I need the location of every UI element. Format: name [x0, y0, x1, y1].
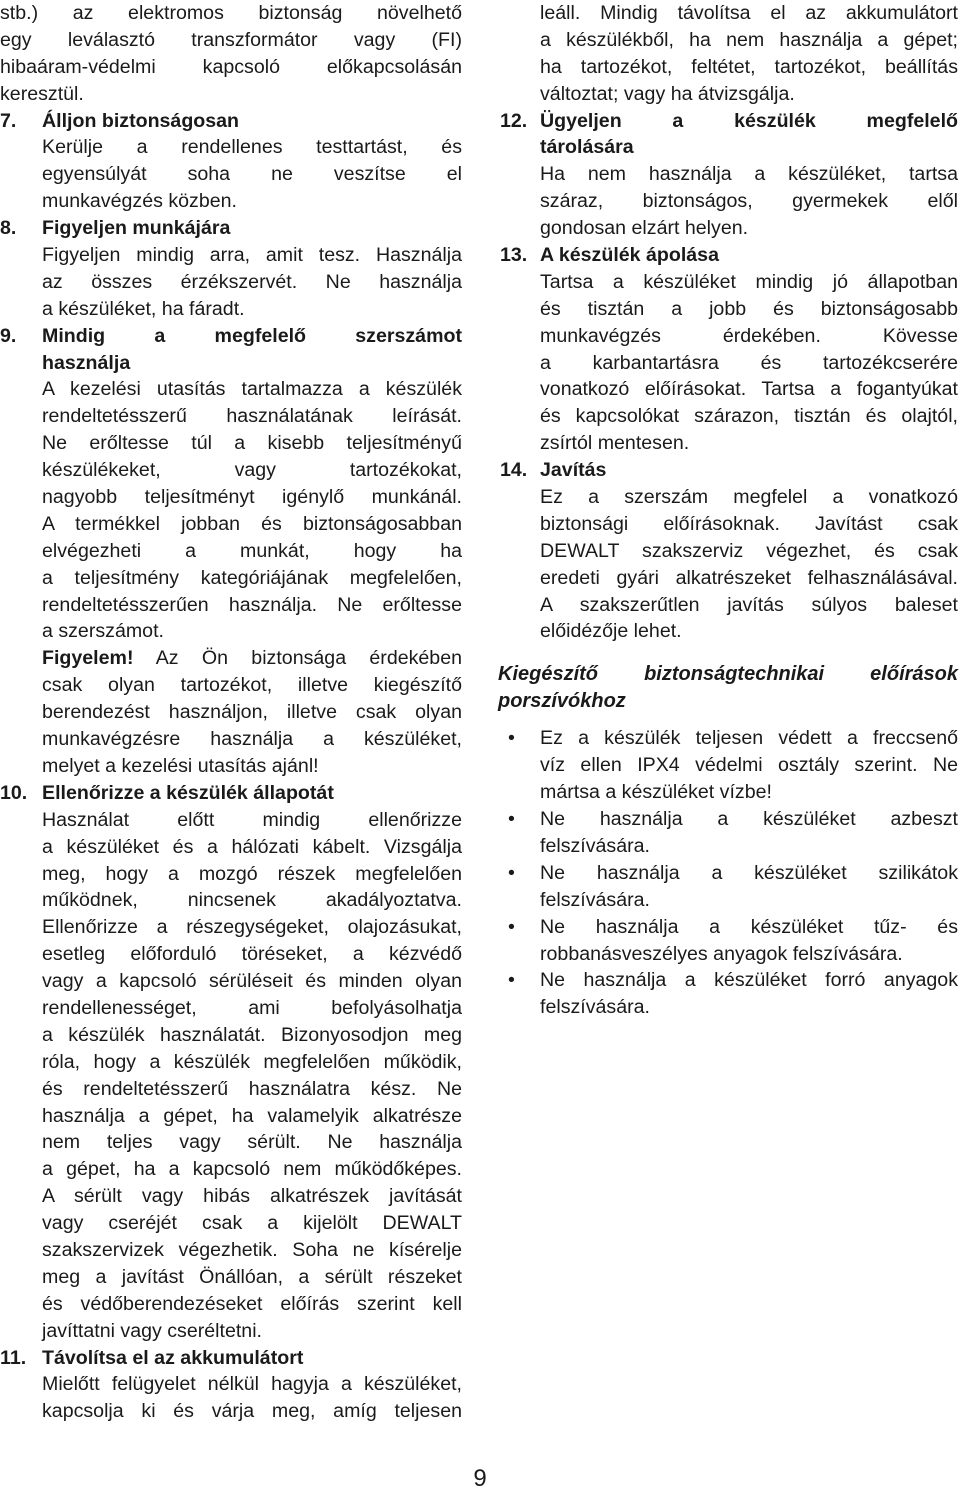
text-line: és védőberendezéseket előírás szerint kell — [42, 1292, 462, 1315]
warning-label: Figyelem! — [42, 647, 134, 670]
text-line: vagy a kapcsoló sérüléseit és minden olyan — [42, 970, 462, 993]
text-line: zsírtól mentesen. — [540, 432, 690, 455]
text-line: berendezést használjon, illetve csak olyan — [42, 701, 462, 724]
text-line: meg, hogy a mozgó részek megfelelően — [42, 862, 462, 885]
text-line: készülékeket, vagy tartozékokat, — [42, 459, 462, 482]
item-9 — [0, 323, 462, 780]
item-title: használja — [42, 351, 131, 374]
text-line: Használat előtt mindig ellenőrizze — [42, 808, 462, 831]
right-column — [498, 0, 958, 1021]
text-line: munkavégzés érdekében. Kövesse — [540, 324, 958, 347]
text-line: használja a gépet, ha valamelyik alkatrésze — [42, 1104, 462, 1127]
text-line: előidézője lehet. — [540, 620, 682, 643]
text-line: nagyobb teljesítményt igénylő munkánál. — [42, 486, 462, 509]
list-item — [498, 860, 958, 914]
item-title: Ellenőrizze a készülék állapotát — [42, 781, 334, 804]
text-line: meg a javítást Önállóan, a sérült részeket — [42, 1265, 462, 1288]
list-item — [498, 914, 958, 968]
text-line: rendeltetésszerűen használja. Ne erőltesse — [42, 593, 462, 616]
text-line: melyet a kezelési utasítás ajánl! — [42, 754, 319, 777]
text-line: felszívására. — [540, 834, 650, 857]
text-line: A sérült vagy hibás alkatrészek javítását — [42, 1185, 462, 1208]
text-line: Ne használja a készüléket tűz- és — [540, 915, 958, 938]
text-line: Ne erőltesse túl a kisebb teljesítményű — [42, 432, 462, 455]
text-line: az összes érzékszervét. Ne használja — [42, 270, 462, 293]
item-number: 9. — [0, 324, 17, 347]
list-item — [498, 806, 958, 860]
item-number: 12. — [500, 109, 528, 132]
item-title: Álljon biztonságosan — [42, 109, 240, 132]
text-line: a készüléket, ha fáradt. — [42, 297, 245, 320]
text-line: a teljesítmény kategóriájának megfelelően, — [42, 566, 462, 589]
text-line: Ne használja a készüléket forró anyagok — [540, 969, 958, 992]
text-line: nem teljes vagy sérült. Ne használja — [42, 1131, 462, 1154]
item-title: Mindig a megfelelő szerszámot — [42, 324, 462, 347]
text-line: Kerülje a rendellenes testtartást, és — [42, 136, 462, 159]
list-item — [498, 967, 958, 1021]
text-line: a gépet, ha a kapcsoló nem működőképes. — [42, 1158, 462, 1181]
text-line: Ellenőrizze a részegységeket, olajozásukat, — [42, 916, 462, 939]
text-line: Tartsa a készüléket mindig jó állapotban — [540, 270, 958, 293]
text-line: biztonsági előírásoknak. Javítást csak — [540, 512, 958, 535]
text-line: A szakszerűtlen javítás súlyos baleset — [540, 593, 958, 616]
text-line: a karbantartásra és tartozékcserére — [540, 351, 958, 374]
text-line: A termékkel jobban és biztonságosabban — [42, 512, 462, 535]
text-line: Figyeljen mindig arra, amit tesz. Használja — [42, 244, 462, 267]
continuation-paragraph — [498, 0, 958, 108]
item-title: A készülék ápolása — [540, 244, 719, 267]
text-line: és kapcsolókat szárazon, tisztán és olajtól, — [540, 405, 958, 428]
text-line: működnek, nincsenek akadályoztatva. — [42, 889, 462, 912]
text-line: hibaáram-védelmi kapcsoló előkapcsolásán — [0, 55, 462, 78]
item-11 — [0, 1345, 462, 1426]
text-line: száraz, biztonságos, gyermekek elől — [540, 190, 958, 213]
text-line: szakszervizek végezhetik. Soha ne kísérelje — [42, 1238, 462, 1261]
text-line: csak olyan tartozékot, illetve kiegészítő — [42, 674, 462, 697]
item-number: 7. — [0, 109, 17, 132]
left-column — [0, 0, 462, 1425]
text-line: Ha nem használja a készüléket, tartsa — [540, 163, 958, 186]
text-line: egyensúlyát soha ne veszítse el — [42, 163, 462, 186]
intro-paragraph — [0, 0, 462, 108]
text-line: ha tartozékot, feltétet, tartozékot, beállítás — [540, 55, 958, 78]
item-10 — [0, 780, 462, 1345]
text-line: javíttatni vagy cseréltetni. — [42, 1319, 262, 1342]
text-line: vonatkozó előírásokat. Tartsa a fogantyúkat — [540, 378, 958, 401]
text-line: stb.) az elektromos biztonság növelhető — [0, 2, 462, 24]
text-line: a szerszámot. — [42, 620, 164, 643]
text-line: elvégezheti a munkát, hogy ha — [42, 539, 462, 562]
text-line: felszívására. — [540, 996, 650, 1019]
text-line: vagy cseréjét csak a kijelölt DEWALT — [42, 1212, 462, 1235]
text-line: róla, hogy a készülék megfelelően működik, — [42, 1050, 462, 1073]
text-line: rendeltetésszerű használatának leírását. — [42, 405, 462, 428]
text-line: a készülékből, ha nem használja a gépet; — [540, 28, 958, 51]
text-line: Ez a szerszám megfelel a vonatkozó — [540, 486, 958, 509]
section-title — [498, 661, 958, 715]
item-title: Ügyeljen a készülék megfelelő — [540, 109, 958, 132]
text-line: mártsa a készüléket vízbe! — [540, 781, 772, 804]
text-line: és tisztán a jobb és biztonságosabb — [540, 297, 958, 320]
item-title: Figyeljen munkájára — [42, 217, 231, 240]
text-line: víz ellen IPX4 védelmi osztály szerint. Ne — [540, 754, 958, 777]
item-8 — [0, 215, 462, 323]
page-number: 9 — [473, 1465, 487, 1492]
list-item — [498, 725, 958, 806]
text-line: munkavégzésre használja a készüléket, — [42, 728, 462, 751]
text-line: gondosan elzárt helyen. — [540, 217, 749, 240]
item-7 — [0, 108, 462, 216]
text-line: rendellenességet, ami befolyásolhatja — [42, 996, 462, 1019]
section-title-line: porszívókhoz — [498, 690, 626, 713]
warning-line — [42, 645, 462, 672]
text-line: leáll. Mindig távolítsa el az akkumulátort — [540, 2, 958, 24]
bullet-icon: • — [508, 915, 515, 938]
item-title: Távolítsa el az akkumulátort — [42, 1346, 304, 1369]
item-title: tárolására — [540, 136, 634, 159]
text-line: és rendeltetésszerű használatra kész. Ne — [42, 1077, 462, 1100]
text-line: Mielőtt felügyelet nélkül hagyja a készüléket, — [42, 1373, 462, 1396]
item-number: 13. — [500, 244, 528, 267]
item-number: 11. — [0, 1346, 27, 1369]
text-line: a készüléket és a hálózati kábelt. Vizsgálja — [42, 835, 462, 858]
text-line: munkavégzés közben. — [42, 190, 237, 213]
item-number: 8. — [0, 217, 17, 240]
item-title: Javítás — [540, 459, 607, 482]
bullet-icon: • — [508, 727, 515, 750]
item-number: 14. — [500, 459, 528, 482]
text-line: változtat; vagy ha átvizsgálja. — [540, 82, 795, 105]
text-line: Ne használja a készüléket azbeszt — [540, 808, 958, 831]
bullet-icon: • — [508, 808, 515, 831]
section-title-line: Kiegészítő biztonságtechnikai előírások — [498, 663, 958, 686]
text-line: esetleg előforduló töréseket, a kézvédő — [42, 943, 462, 966]
text-line: a készülék használatát. Bizonyosodjon meg — [42, 1023, 462, 1046]
text-line: A kezelési utasítás tartalmazza a készülék — [42, 378, 462, 401]
warning-text: Az Ön biztonsága érdekében — [133, 647, 462, 670]
text-line: eredeti gyári alkatrészeket felhasználásával. — [540, 566, 958, 589]
item-12 — [498, 108, 958, 242]
bullet-icon: • — [508, 861, 515, 884]
item-number: 10. — [0, 781, 28, 804]
text-line: Ez a készülék teljesen védett a freccsenő — [540, 727, 958, 750]
text-line: felszívására. — [540, 888, 650, 911]
text-line: Ne használja a készüléket szilikátok — [540, 861, 958, 884]
text-line: kapcsolja ki és várja meg, amíg teljesen — [42, 1400, 462, 1423]
text-line: egy leválasztó transzformátor vagy (FI) — [0, 28, 462, 51]
item-13 — [498, 242, 958, 457]
bullet-list — [498, 725, 958, 1021]
text-line: DEWALT szakszerviz végezhet, és csak — [540, 539, 958, 562]
item-14 — [498, 457, 958, 645]
text-line: keresztül. — [0, 82, 84, 105]
text-line: robbanásveszélyes anyagok felszívására. — [540, 942, 903, 965]
bullet-icon: • — [508, 969, 515, 992]
